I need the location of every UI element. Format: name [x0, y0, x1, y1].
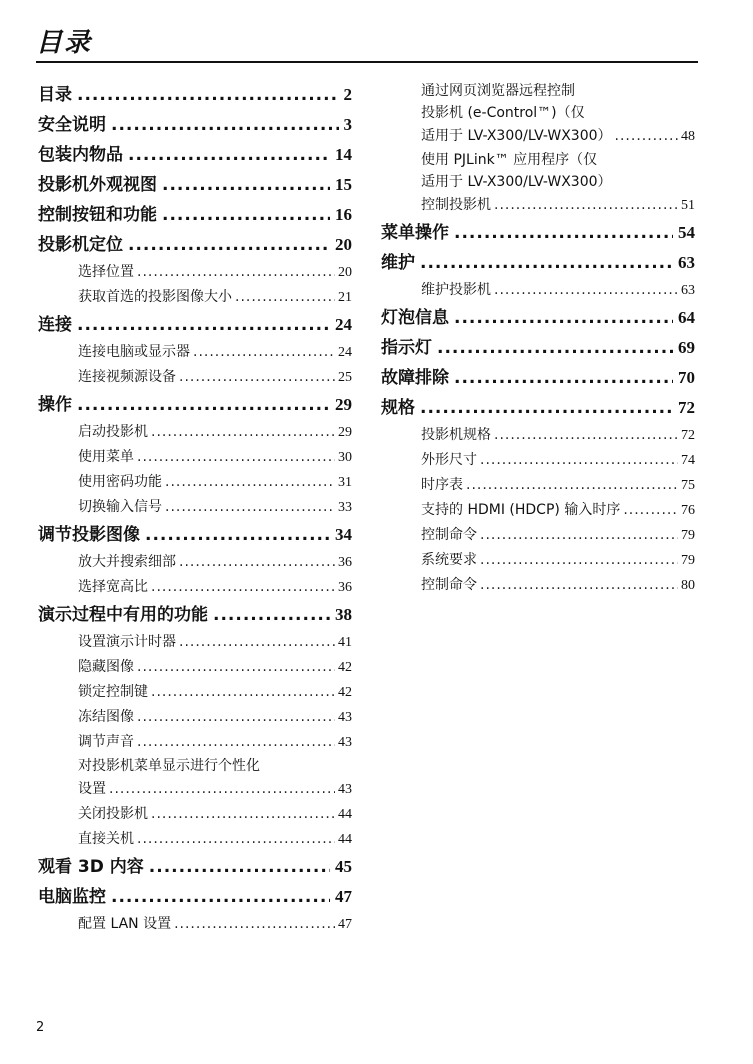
- toc-subsection-entry[interactable]: [38, 420, 352, 445]
- toc-page-number: 15: [335, 175, 352, 194]
- toc-entry-title: 关闭投影机: [78, 806, 148, 822]
- toc-page-number: 48: [681, 129, 695, 144]
- toc-dot-leader: [137, 260, 335, 284]
- toc-entry-title: 控制按钮和功能: [38, 205, 157, 225]
- toc-entry-title: 适用于 LV-X300/LV-WX300）: [421, 128, 612, 144]
- toc-dot-leader: [151, 420, 335, 444]
- toc-subsection-entry[interactable]: [38, 630, 352, 655]
- toc-page-number: 36: [338, 580, 352, 595]
- toc-entry-title: 选择宽高比: [78, 579, 148, 595]
- toc-section-entry[interactable]: [38, 520, 352, 550]
- toc-entry-title: 指示灯: [381, 338, 432, 358]
- toc-entry-title: 调节投影图像: [38, 525, 140, 545]
- toc-entry-title: 投影机外观视图: [38, 175, 157, 195]
- toc-dot-leader: [111, 110, 339, 140]
- toc-page-number: 72: [678, 398, 695, 417]
- toc-entry-title: 调节声音: [78, 734, 134, 750]
- toc-entry-title: 包装内物品: [38, 145, 123, 165]
- toc-entry-title: 支持的 HDMI (HDCP) 输入时序: [421, 502, 621, 518]
- toc-entry-title: 维护: [381, 253, 415, 273]
- toc-subsection-entry[interactable]: [381, 193, 695, 218]
- toc-entry-line: 通过网页浏览器远程控制: [421, 83, 575, 99]
- toc-dot-leader: [145, 520, 330, 550]
- toc-dot-leader: [480, 573, 678, 597]
- toc-entry-line: 适用于 LV-X300/LV-WX300）: [421, 174, 612, 190]
- toc-page-number: 43: [338, 782, 352, 797]
- toc-dot-leader: [623, 498, 678, 522]
- toc-page-number: 80: [681, 578, 695, 593]
- toc-page-number: 69: [678, 338, 695, 357]
- toc-dot-leader: [165, 495, 335, 519]
- toc-subsection-entry[interactable]: [38, 730, 352, 755]
- title-divider: [36, 61, 698, 63]
- toc-section-entry[interactable]: [38, 140, 352, 170]
- toc-dot-leader: [128, 140, 330, 170]
- toc-subsection-entry[interactable]: [381, 473, 695, 498]
- toc-section-entry[interactable]: [381, 333, 695, 363]
- toc-dot-leader: [137, 705, 335, 729]
- toc-page-number: 72: [681, 428, 695, 443]
- toc-entry-title: 观看 3D 内容: [38, 857, 144, 877]
- toc-dot-leader: [137, 827, 335, 851]
- toc-page-number: 63: [681, 283, 695, 298]
- toc-subsection-entry[interactable]: [38, 495, 352, 520]
- toc-page-number: 16: [335, 205, 352, 224]
- toc-section-entry[interactable]: [38, 200, 352, 230]
- toc-entry-title: 控制命令: [421, 577, 477, 593]
- toc-entry-title: 连接视频源设备: [78, 369, 176, 385]
- toc-section-entry[interactable]: [381, 393, 695, 423]
- toc-page-number: 36: [338, 555, 352, 570]
- toc-page-number: 43: [338, 710, 352, 725]
- toc-subsection-entry[interactable]: [38, 802, 352, 827]
- toc-subsection-entry[interactable]: [381, 573, 695, 598]
- toc-dot-leader: [149, 852, 330, 882]
- toc-page-number: 21: [338, 290, 352, 305]
- toc-dot-leader: [151, 575, 335, 599]
- toc-section-entry[interactable]: [38, 600, 352, 630]
- toc-right-column: [381, 80, 695, 598]
- toc-dot-leader: [494, 278, 678, 302]
- toc-entry-title: 投影机规格: [421, 427, 491, 443]
- toc-dot-leader: [420, 248, 673, 278]
- toc-entry-title: 演示过程中有用的功能: [38, 605, 208, 625]
- toc-entry-title: 规格: [381, 398, 415, 418]
- toc-page-number: 54: [678, 223, 695, 242]
- toc-page-number: 3: [343, 115, 352, 134]
- toc-page-number: 45: [335, 857, 352, 876]
- toc-dot-leader: [179, 630, 335, 654]
- toc-dot-leader: [151, 802, 335, 826]
- toc-entry-title: 直接关机: [78, 831, 134, 847]
- toc-dot-leader: [494, 423, 678, 447]
- toc-page-number: 44: [338, 832, 352, 847]
- toc-dot-leader: [77, 390, 330, 420]
- toc-dot-leader: [179, 550, 335, 574]
- toc-dot-leader: [480, 548, 678, 572]
- toc-subsection-entry[interactable]: [38, 912, 352, 937]
- toc-entry-title: 投影机定位: [38, 235, 123, 255]
- toc-entry-title: 电脑监控: [38, 887, 106, 907]
- toc-entry-title: 操作: [38, 395, 72, 415]
- toc-entry-title: 目录: [38, 85, 72, 105]
- toc-page-number: 47: [335, 887, 352, 906]
- toc-entry-title: 控制命令: [421, 527, 477, 543]
- toc-entry-title: 维护投影机: [421, 282, 491, 298]
- toc-entry-title: 外形尺寸: [421, 452, 477, 468]
- toc-subsection-entry[interactable]: [38, 575, 352, 600]
- toc-dot-leader: [494, 193, 678, 217]
- toc-entry-title: 使用菜单: [78, 449, 134, 465]
- toc-page-number: 29: [335, 395, 352, 414]
- toc-entry-title: 配置 LAN 设置: [78, 916, 172, 932]
- toc-entry-title: 故障排除: [381, 368, 449, 388]
- toc-page-number: 76: [681, 503, 695, 518]
- toc-subsection-entry[interactable]: [38, 470, 352, 495]
- toc-page-number: 70: [678, 368, 695, 387]
- toc-entry-title: 放大并搜索细部: [78, 554, 176, 570]
- toc-subsection-entry[interactable]: [38, 285, 352, 310]
- toc-subsection-entry[interactable]: [38, 260, 352, 285]
- toc-entry-title: 系统要求: [421, 552, 477, 568]
- toc-entry-title: 安全说明: [38, 115, 106, 135]
- toc-page-number: 63: [678, 253, 695, 272]
- toc-dot-leader: [454, 218, 673, 248]
- toc-section-entry[interactable]: [38, 882, 352, 912]
- toc-page-number: 24: [338, 345, 352, 360]
- toc-page-number: 41: [338, 635, 352, 650]
- toc-subsection-entry[interactable]: [38, 705, 352, 730]
- toc-page-number: 75: [681, 478, 695, 493]
- toc-subsection-entry[interactable]: [38, 827, 352, 852]
- toc-page-number: 24: [335, 315, 352, 334]
- toc-dot-leader: [137, 730, 335, 754]
- toc-dot-leader: [193, 340, 335, 364]
- page-number: 2: [36, 1020, 45, 1035]
- toc-dot-leader: [162, 170, 330, 200]
- toc-entry-title: 菜单操作: [381, 223, 449, 243]
- page-title: 目录: [36, 28, 93, 58]
- toc-entry-title: 时序表: [421, 477, 463, 493]
- toc-page-number: 2: [343, 85, 352, 104]
- toc-section-entry[interactable]: [381, 248, 695, 278]
- toc-page-number: 51: [681, 198, 695, 213]
- toc-subsection-entry[interactable]: [381, 124, 695, 149]
- toc-dot-leader: [615, 124, 678, 148]
- toc-dot-leader: [137, 655, 335, 679]
- toc-page-number: 14: [335, 145, 352, 164]
- toc-section-entry[interactable]: [38, 170, 352, 200]
- toc-dot-leader: [165, 470, 335, 494]
- toc-dot-leader: [420, 393, 673, 423]
- toc-entry-title: 选择位置: [78, 264, 134, 280]
- toc-dot-leader: [128, 230, 330, 260]
- toc-entry-title: 锁定控制键: [78, 684, 148, 700]
- toc-page-number: 79: [681, 553, 695, 568]
- toc-dot-leader: [109, 777, 335, 801]
- toc-section-entry[interactable]: [38, 230, 352, 260]
- toc-page-number: 44: [338, 807, 352, 822]
- toc-dot-leader: [111, 882, 330, 912]
- toc-subsection-entry[interactable]: [38, 655, 352, 680]
- toc-entry-line: 对投影机菜单显示进行个性化: [78, 758, 260, 774]
- toc-page-number: 42: [338, 685, 352, 700]
- toc-entry-title: 切换输入信号: [78, 499, 162, 515]
- toc-left-column: [38, 80, 352, 937]
- toc-page-number: 74: [681, 453, 695, 468]
- toc-dot-leader: [137, 445, 335, 469]
- toc-page-number: 64: [678, 308, 695, 327]
- toc-subsection-entry[interactable]: [38, 550, 352, 575]
- toc-page-number: 34: [335, 525, 352, 544]
- toc-page-number: 79: [681, 528, 695, 543]
- toc-entry-title: 启动投影机: [78, 424, 148, 440]
- toc-subsection-entry[interactable]: [38, 365, 352, 390]
- toc-dot-leader: [151, 680, 335, 704]
- toc-page-number: 29: [338, 425, 352, 440]
- toc-entry-line: 投影机 (e-Control™)（仅: [421, 105, 585, 121]
- toc-subsection-entry[interactable]: [38, 777, 352, 802]
- toc-section-entry[interactable]: [38, 80, 352, 110]
- toc-page-number: 31: [338, 475, 352, 490]
- toc-page-number: 42: [338, 660, 352, 675]
- toc-dot-leader: [179, 365, 335, 389]
- toc-entry-title: 获取首选的投影图像大小: [78, 289, 232, 305]
- toc-subsection-entry[interactable]: [38, 445, 352, 470]
- toc-page-number: 47: [338, 917, 352, 932]
- toc-dot-leader: [213, 600, 330, 630]
- toc-subsection-entry[interactable]: [38, 340, 352, 365]
- toc-section-entry[interactable]: [381, 218, 695, 248]
- toc-entry-line: 使用 PJLink™ 应用程序（仅: [421, 152, 598, 168]
- toc-section-entry[interactable]: [38, 310, 352, 340]
- toc-section-entry[interactable]: [38, 110, 352, 140]
- toc-subsection-entry[interactable]: [381, 498, 695, 523]
- toc-subsection-entry[interactable]: [381, 423, 695, 448]
- toc-page-number: 30: [338, 450, 352, 465]
- toc-dot-leader: [466, 473, 678, 497]
- toc-subsection-entry[interactable]: [381, 548, 695, 573]
- toc-entry-title: 设置演示计时器: [78, 634, 176, 650]
- toc-dot-leader: [480, 523, 678, 547]
- toc-dot-leader: [454, 363, 673, 393]
- toc-page-number: 20: [335, 235, 352, 254]
- toc-page-number: 38: [335, 605, 352, 624]
- toc-section-entry[interactable]: [381, 363, 695, 393]
- toc-dot-leader: [437, 333, 673, 363]
- toc-dot-leader: [454, 303, 673, 333]
- toc-entry-title: 连接: [38, 315, 72, 335]
- toc-subsection-entry[interactable]: [381, 523, 695, 548]
- toc-entry-title: 灯泡信息: [381, 308, 449, 328]
- toc-dot-leader: [77, 80, 339, 110]
- toc-page-number: 43: [338, 735, 352, 750]
- toc-entry-title: 控制投影机: [421, 197, 491, 213]
- toc-dot-leader: [174, 912, 335, 936]
- toc-section-entry[interactable]: [381, 303, 695, 333]
- toc-section-entry[interactable]: [38, 390, 352, 420]
- toc-subsection-entry[interactable]: [38, 680, 352, 705]
- toc-entry-title: 连接电脑或显示器: [78, 344, 190, 360]
- toc-section-entry[interactable]: [38, 852, 352, 882]
- toc-subsection-entry[interactable]: [381, 278, 695, 303]
- toc-page-number: 20: [338, 265, 352, 280]
- toc-dot-leader: [235, 285, 335, 309]
- toc-dot-leader: [77, 310, 330, 340]
- toc-page-number: 25: [338, 370, 352, 385]
- toc-entry-title: 设置: [78, 781, 106, 797]
- toc-entry-title: 隐藏图像: [78, 659, 134, 675]
- toc-page-number: 33: [338, 500, 352, 515]
- toc-entry-title: 冻结图像: [78, 709, 134, 725]
- toc-dot-leader: [162, 200, 330, 230]
- toc-entry-title: 使用密码功能: [78, 474, 162, 490]
- toc-subsection-entry[interactable]: [381, 448, 695, 473]
- toc-dot-leader: [480, 448, 678, 472]
